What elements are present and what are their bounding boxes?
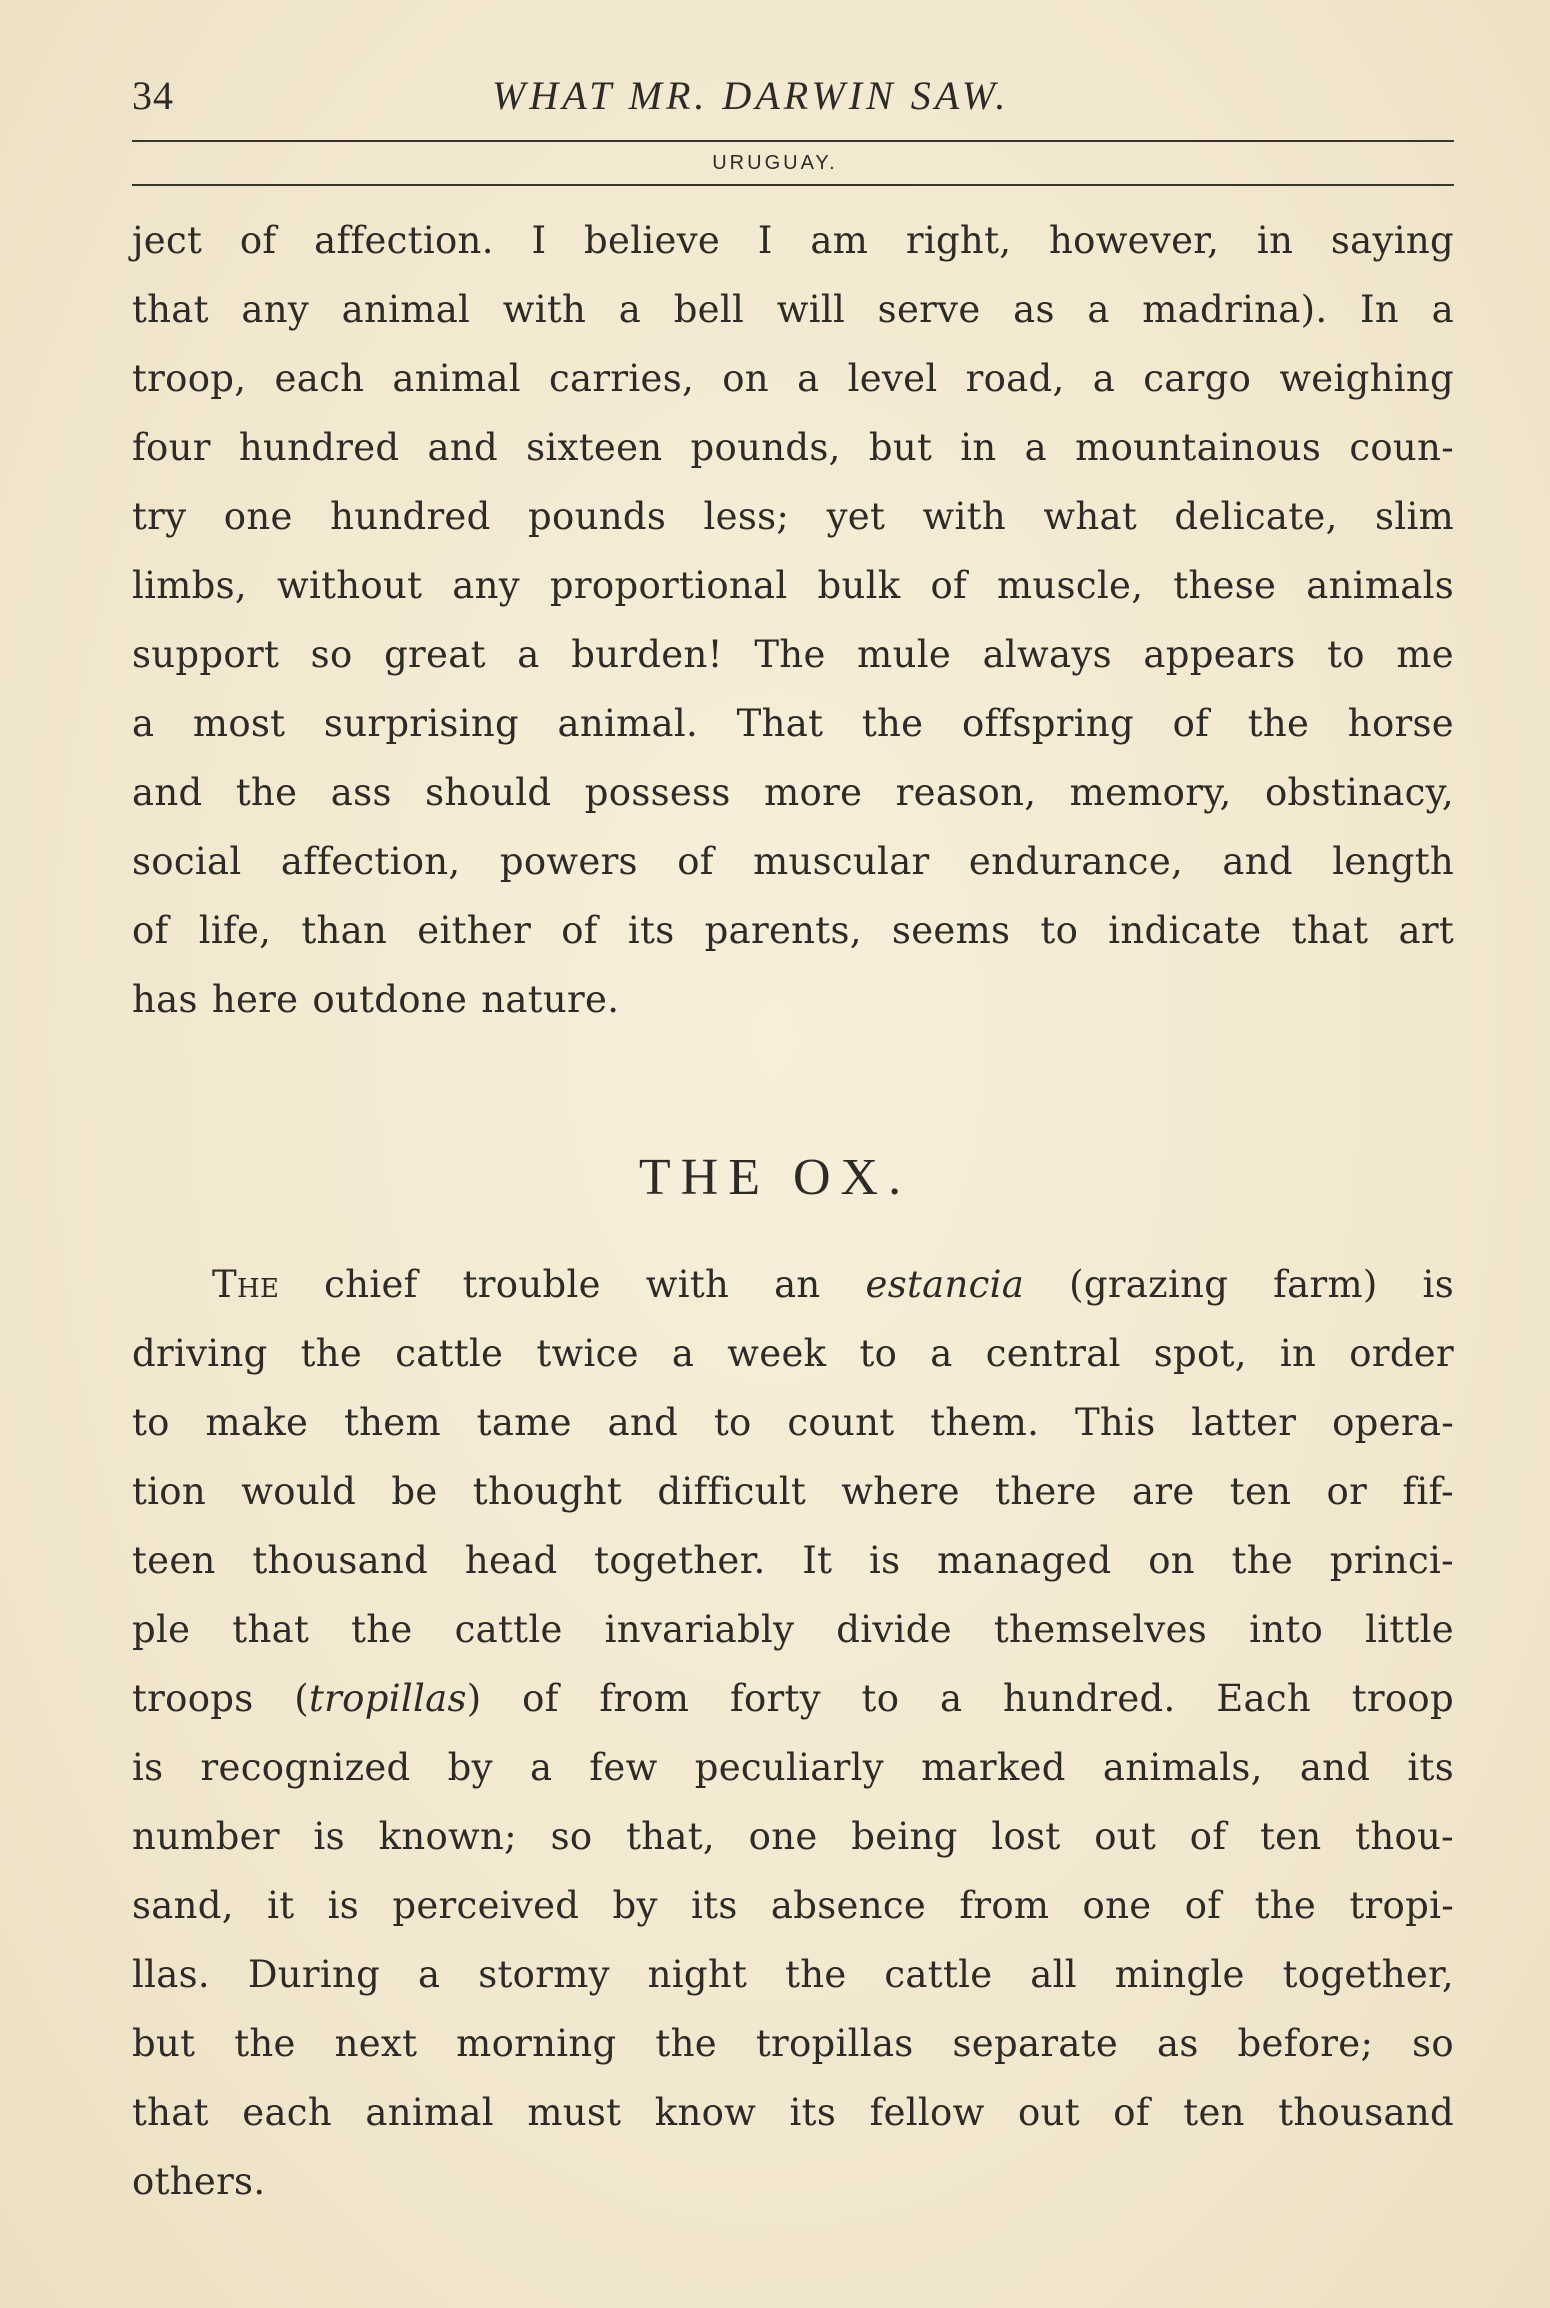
text-fragment: ) of from forty to a hundred. Each troop xyxy=(466,1677,1454,1720)
header-rule-bottom xyxy=(132,184,1454,186)
text-fragment: (grazing farm) is xyxy=(1024,1263,1454,1306)
text-line: a most surprising animal. That the offspring of the horse xyxy=(132,702,1454,745)
text-line: ject of affection. I believe I am right, however, in saying xyxy=(132,219,1454,262)
paragraph-ox xyxy=(132,1250,1454,2216)
paragraph-mule xyxy=(132,206,1454,1034)
text-fragment: troops ( xyxy=(132,1677,309,1720)
first-word: The xyxy=(212,1263,280,1306)
text-line: teen thousand head together. It is managed on the princi- xyxy=(132,1539,1454,1582)
text-line: support so great a burden! The mule always appears to me xyxy=(132,633,1454,676)
text-line: llas. During a stormy night the cattle all mingle together, xyxy=(132,1953,1454,1996)
running-head xyxy=(132,72,1454,132)
text-line: social affection, powers of muscular endurance, and length xyxy=(132,840,1454,883)
text-line: ple that the cattle invariably divide themselves into little xyxy=(132,1608,1454,1651)
text-line: tion would be thought difficult where there are ten or fif- xyxy=(132,1470,1454,1513)
text-line: but the next morning the tropillas separate as before; so xyxy=(132,2022,1454,2065)
text-line: number is known; so that, one being lost out of ten thou- xyxy=(132,1815,1454,1858)
text-line: is recognized by a few peculiarly marked animals, and its xyxy=(132,1746,1454,1789)
text-line: to make them tame and to count them. This latter opera- xyxy=(132,1401,1454,1444)
italic-term-tropillas: tropillas xyxy=(308,1677,467,1720)
text-line-tropillas xyxy=(132,1664,1454,1733)
text-line: and the ass should possess more reason, memory, obstinacy, xyxy=(132,771,1454,814)
text-line: has here outdone nature. xyxy=(132,978,620,1021)
section-heading: THE OX. xyxy=(638,1149,912,1206)
text-line-first xyxy=(132,1250,1454,1319)
section-label: URUGUAY. xyxy=(712,152,838,174)
text-line: others. xyxy=(132,2160,266,2203)
page-number: 34 xyxy=(132,73,174,118)
running-title: WHAT MR. DARWIN SAW. xyxy=(492,73,1010,118)
text-line: that each animal must know its fellow out of ten thousand xyxy=(132,2091,1454,2134)
text-line: sand, it is perceived by its absence from one of the tropi- xyxy=(132,1884,1454,1927)
text-line: of life, than either of its parents, seems to indicate that art xyxy=(132,909,1454,952)
text-line: four hundred and sixteen pounds, but in a mountainous coun- xyxy=(132,426,1454,469)
text-line: that any animal with a bell will serve as a madrina). In a xyxy=(132,288,1454,331)
text-line: troop, each animal carries, on a level road, a cargo weighing xyxy=(132,357,1454,400)
text-line: driving the cattle twice a week to a central spot, in order xyxy=(132,1332,1454,1375)
text-fragment: chief trouble with an xyxy=(279,1263,866,1306)
header-rule-top xyxy=(132,140,1454,142)
italic-term-estancia: estancia xyxy=(865,1263,1025,1306)
text-line: try one hundred pounds less; yet with what delicate, slim xyxy=(132,495,1454,538)
text-line: limbs, without any proportional bulk of muscle, these animals xyxy=(132,564,1454,607)
